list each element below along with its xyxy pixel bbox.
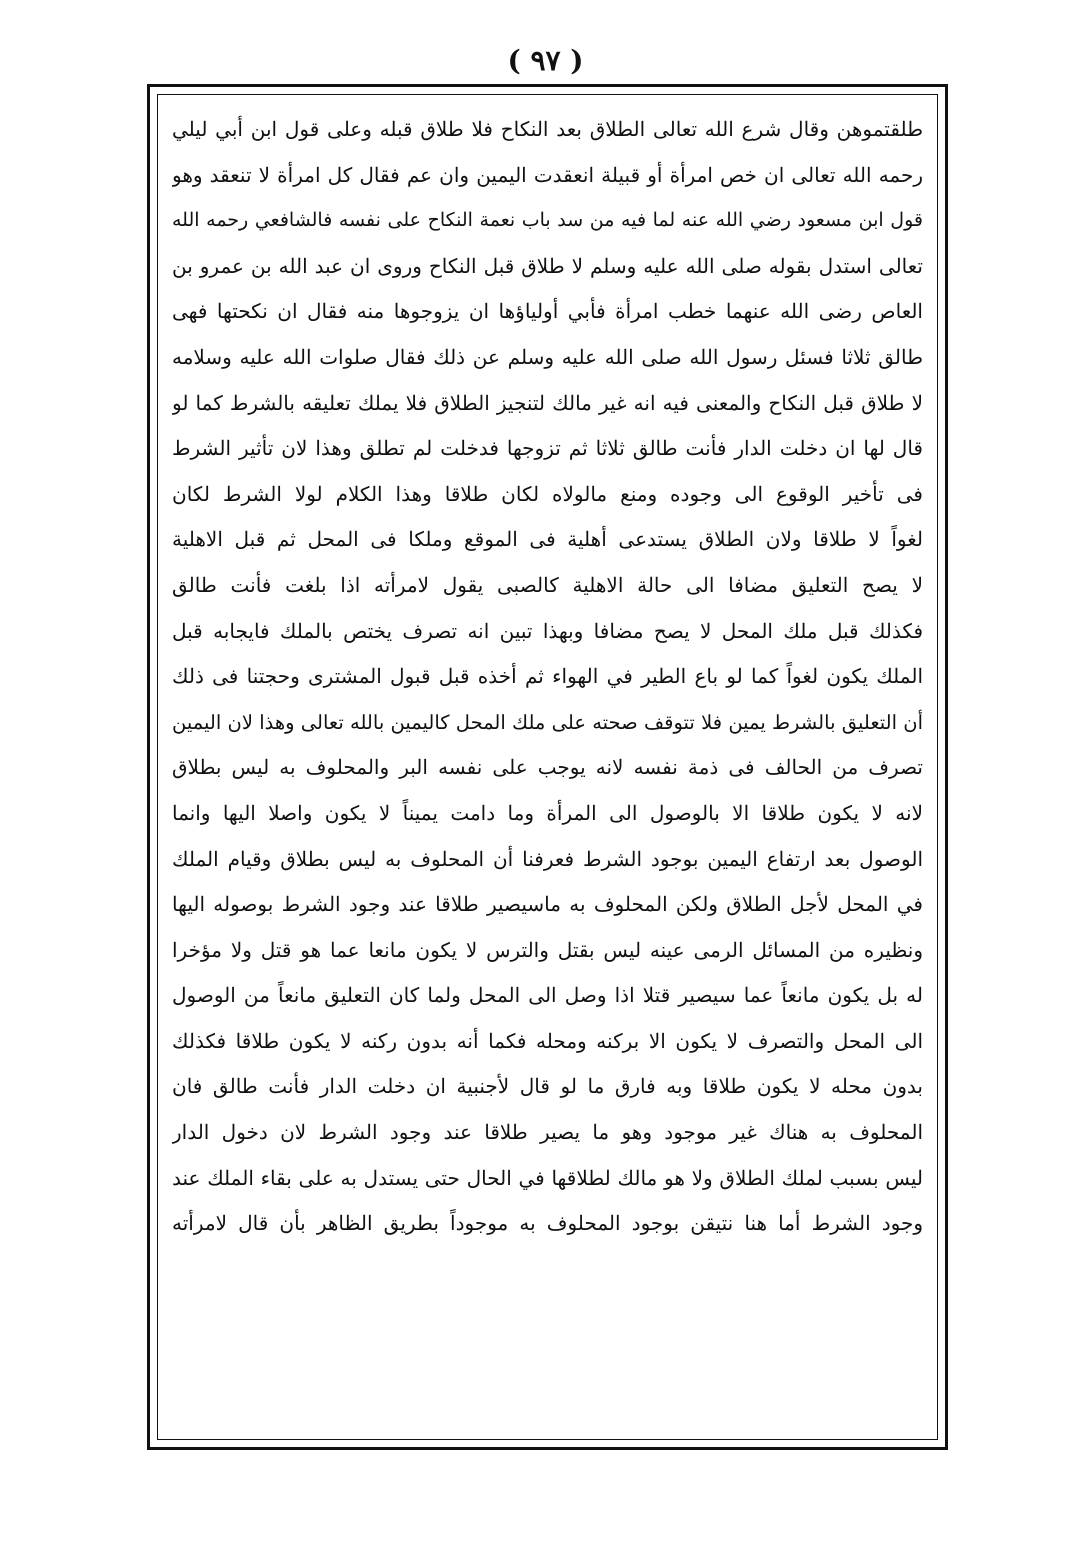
page-frame-inner xyxy=(157,94,938,1440)
text-line: طلقتموهن وقال شرع الله تعالى الطلاق بعد النكاح فلا طلاق قبله وعلى قول ابن أبي ليلي xyxy=(172,117,923,141)
text-line: وجود الشرط أما هنا نتيقن بوجود المحلوف به موجوداً بطريق الظاهر بأن قال لامرأته xyxy=(172,1211,923,1236)
text-line: لا طلاق قبل النكاح والمعنى فيه انه غير مالك لتنجيز الطلاق فلا يملك تعليقه بالشرط كما لو xyxy=(172,390,923,415)
text-body xyxy=(172,107,923,1427)
text-line: العاص رضى الله عنهما خطب امرأة فأبي أولياؤها ان يزوجوها منه فقال ان نكحتها فهى xyxy=(172,299,923,324)
text-line: لا يصح التعليق مضافا الى حالة الاهلية كالصبى يقول لامرأته اذا بلغت فأنت طالق xyxy=(172,572,923,597)
text-line: طالق ثلاثا فسئل رسول الله صلى الله عليه وسلم عن ذلك فقال صلوات الله عليه وسلامه xyxy=(172,344,923,369)
text-line: الى المحل والتصرف لا يكون الا بركنه ومحله فكما أنه بدون ركنه لا يكون طلاقا فكذلك xyxy=(172,1028,923,1053)
text-line: ونظيره من المسائل الرمى عينه ليس بقتل والترس لا يكون مانعا عما هو قتل ولا مؤخرا xyxy=(172,937,923,962)
text-line: رحمه الله تعالى ان خص امرأة أو قبيلة انعقدت اليمين وان عم فقال كل امرأة لا تنعقد وهو xyxy=(172,162,923,187)
page-number: ( ٩٧ ) xyxy=(507,44,584,77)
text-line: قول ابن مسعود رضي الله عنه لما فيه من سد باب نعمة النكاح على نفسه فالشافعي رحمه الله xyxy=(172,209,923,232)
page-frame xyxy=(147,84,948,1450)
text-line: فكذلك قبل ملك المحل لا يصح مضافا وبهذا تبين انه تصرف يختص بالملك فايجابه قبل xyxy=(172,618,923,643)
text-line: له بل يكون مانعاً عما سيصير قتلا اذا وصل الى المحل ولما كان التعليق مانعاً من الوصول xyxy=(172,983,923,1008)
text-line: ليس بسبب لملك الطلاق ولا هو مالك لطلاقها في الحال حتى يستدل به على بقاء الملك عند xyxy=(172,1165,923,1190)
text-line: أن التعليق بالشرط يمين فلا تتوقف صحته على ملك المحل كاليمين بالله تعالى وهذا لان اليمين xyxy=(172,710,923,734)
text-line: فى تأخير الوقوع الى وجوده ومنع مالولاه لكان طلاقا وهذا الكلام لولا الشرط لكان xyxy=(172,481,923,506)
text-line: في المحل لأجل الطلاق ولكن المحلوف به ماسيصير طلاقا عند وجود الشرط بوصوله اليها xyxy=(172,892,923,917)
text-line: لانه لا يكون طلاقا الا بالوصول الى المرأة وما دامت يميناً لا يكون واصلا اليها وانما xyxy=(172,800,923,825)
text-line: المحلوف به هناك غير موجود وهو ما يصير طلاقا عند وجود الشرط لان دخول الدار xyxy=(172,1120,923,1145)
text-line: الوصول بعد ارتفاع اليمين بوجود الشرط فعرفنا أن المحلوف به ليس بطلاق وقيام الملك xyxy=(172,846,923,871)
text-line: لغواً لا طلاقا ولان الطلاق يستدعى أهلية فى الموقع وملكا فى المحل ثم قبل الاهلية xyxy=(172,527,923,552)
text-line: الملك يكون لغواً كما لو باع الطير في الهواء ثم أخذه قبل قبول المشترى وحجتنا فى ذلك xyxy=(172,664,923,689)
text-line: بدون محله لا يكون طلاقا وبه فارق ما لو قال لأجنبية ان دخلت الدار فأنت طالق فان xyxy=(172,1074,923,1099)
text-line: تصرف من الحالف فى ذمة نفسه لانه يوجب على نفسه البر والمحلوف به ليس بطلاق xyxy=(172,755,923,780)
text-line: تعالى استدل بقوله صلى الله عليه وسلم لا طلاق قبل النكاح وروى ان عبد الله بن عمرو بن xyxy=(172,253,923,278)
text-line: قال لها ان دخلت الدار فأنت طالق ثلاثا ثم تزوجها فدخلت لم تطلق وهذا لان تأثير الشرط xyxy=(172,436,923,461)
